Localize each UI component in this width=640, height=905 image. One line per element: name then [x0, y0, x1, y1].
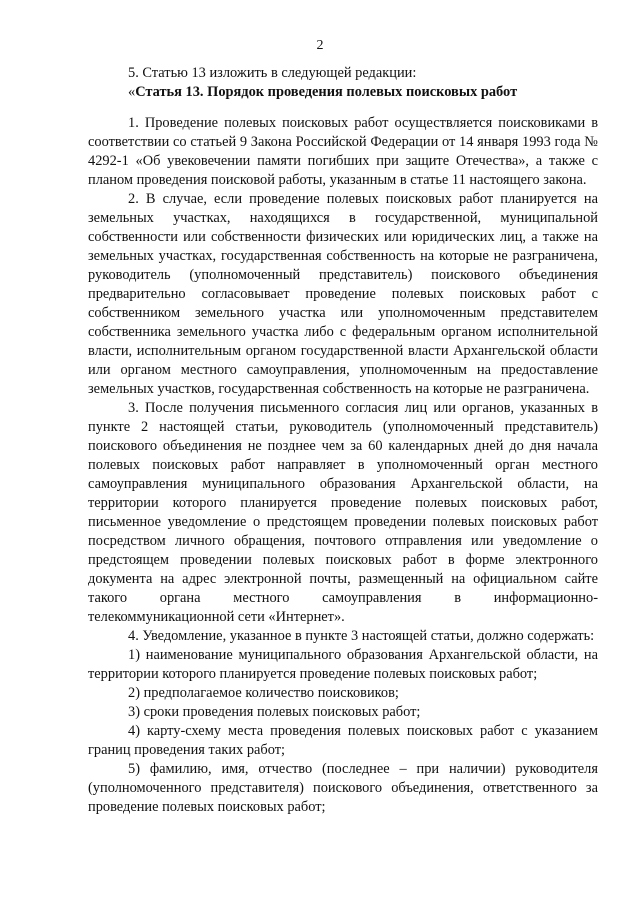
list-item-3: 3) сроки проведения полевых поисковых работ; — [128, 704, 421, 720]
article-title: Статья 13. Порядок проведения полевых поисковых работ — [135, 84, 518, 100]
paragraph-4: 4. Уведомление, указанное в пункте 3 настоящей статьи, должно содержать: — [128, 628, 595, 644]
list-item-2: 2) предполагаемое количество поисковиков; — [128, 685, 399, 701]
document-body — [88, 64, 598, 817]
list-item-5: 5) фамилию, имя, отчество (последнее – при наличии) руководителя (уполномоченного представителя) поискового объединения, ответственного за проведение полевых поисковых работ; — [88, 761, 598, 815]
paragraph-2: 2. В случае, если проведение полевых поисковых работ планируется на земельных участках, находящихся в государственной, муниципальной собственности или собственности физических или юридических лиц, а также на земельных участках, государственная собственность на которые не разграничена, руководитель (уполномоченный представитель) поискового объединения предварительно согласовывает проведение полевых поисковых работ с собственником земельного участка или уполномоченным представителем собственника земельного участка либо с федеральным органом исполнительной власти, исполнительным органом государственной власти Архангельской области или органом местного самоуправления, уполномоченным на предоставление земельных участков, государственная собственность на которые не разграничена. — [88, 191, 598, 397]
paragraph-1: 1. Проведение полевых поисковых работ осуществляется поисковиками в соответствии со статьей 9 Закона Российской Федерации от 14 января 1993 года № 4292-1 «Об увековечении памяти погибших при защите Отечества», а также с планом проведения поисковой работы, указанным в статье 11 настоящего закона. — [88, 115, 598, 188]
opening-quote: « — [128, 84, 136, 100]
page-number: 2 — [316, 38, 324, 53]
list-item-1: 1) наименование муниципального образования Архангельской области, на территории которого планируется проведение полевых поисковых работ; — [88, 647, 598, 682]
list-item-4: 4) карту-схему места проведения полевых поисковых работ с указанием границ проведения таких работ; — [88, 723, 598, 758]
heading-spacer — [88, 102, 598, 114]
amendment-intro: 5. Статью 13 изложить в следующей редакции: — [128, 65, 417, 81]
article-heading — [88, 83, 598, 102]
paragraph-3: 3. После получения письменного согласия лиц или органов, указанных в пункте 2 настоящей статьи, руководитель (уполномоченный представитель) поискового объединения не позднее чем за 60 календарных дней до дня начала полевых поисковых работ направляет в уполномоченный орган местного самоуправления муниципального образования Архангельской области, на территории которого планируется проведение полевых поисковых работ, письменное уведомление о предстоящем проведении полевых поисковых работ посредством личного обращения, почтового отправления или уведомление о предстоящем проведении полевых поисковых работ в форме электронного документа на адрес электронной почты, размещенный на официальном сайте такого органа местного самоуправления в информационно-телекоммуникационной сети «Интернет». — [88, 400, 598, 625]
